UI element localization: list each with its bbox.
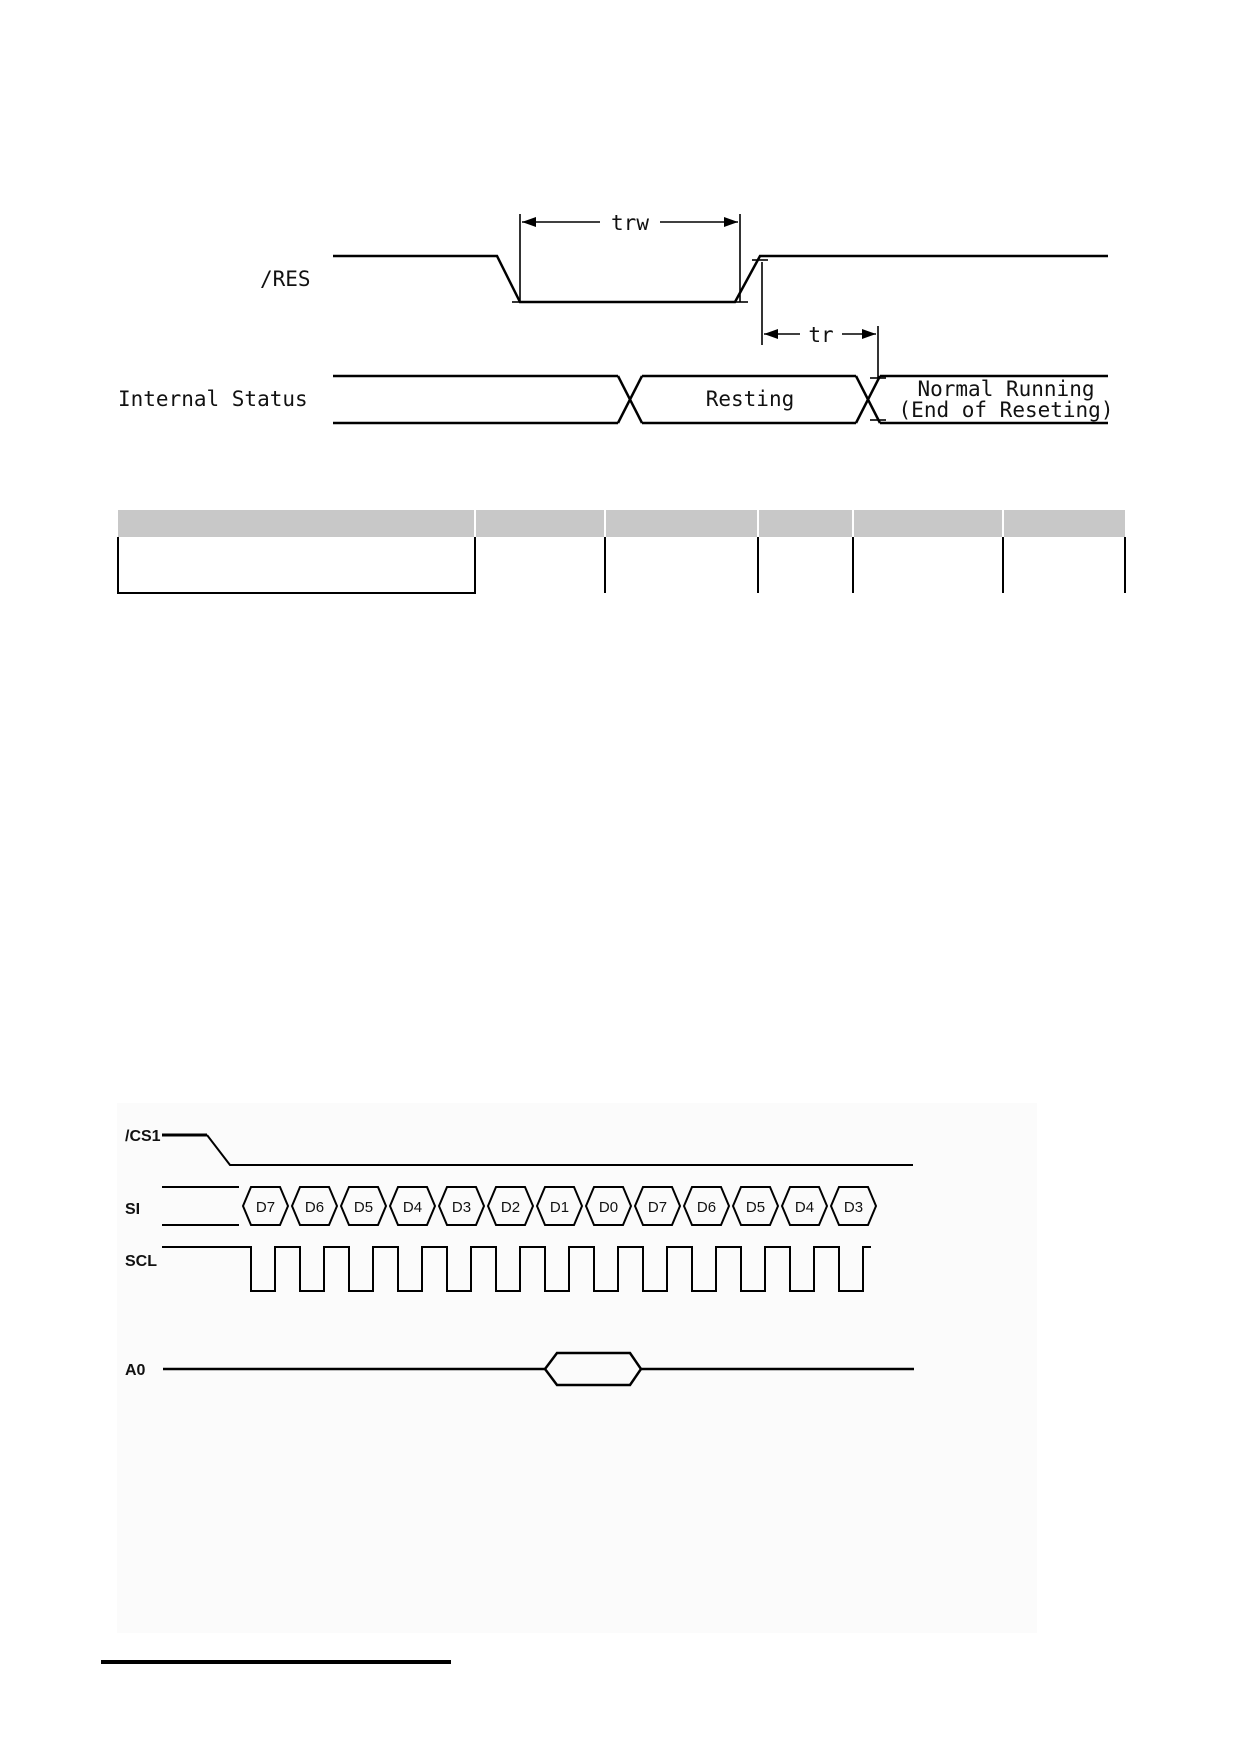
si-bit-label: D7 bbox=[255, 1199, 276, 1216]
table-row bbox=[118, 537, 1125, 593]
si-bit-label: D4 bbox=[794, 1199, 815, 1216]
table-cell bbox=[605, 537, 758, 593]
res-waveform bbox=[333, 256, 1108, 302]
table-cell bbox=[853, 537, 1003, 593]
scl-waveform bbox=[162, 1247, 871, 1291]
table-cell bbox=[1003, 537, 1125, 593]
serial-timing-panel bbox=[117, 1103, 1037, 1633]
si-bit-label: D2 bbox=[500, 1199, 521, 1216]
end-of-reseting-label: (End of Reseting) bbox=[898, 398, 1114, 422]
si-bit-label: D4 bbox=[402, 1199, 423, 1216]
table-header-row bbox=[118, 510, 1125, 537]
serial-timing-diagram bbox=[117, 1103, 1037, 1633]
si-bit-label: D3 bbox=[843, 1199, 864, 1216]
table-header-cell bbox=[853, 510, 1003, 537]
si-bit-label: D1 bbox=[549, 1199, 570, 1216]
scl-signal-label: SCL bbox=[125, 1253, 157, 1270]
reset-timing-diagram bbox=[0, 0, 1240, 460]
si-signal-label: SI bbox=[125, 1201, 141, 1218]
res-signal-label: /RES bbox=[260, 267, 311, 291]
table-cell bbox=[758, 537, 853, 593]
si-bit-label: D3 bbox=[451, 1199, 472, 1216]
si-bit-label: D5 bbox=[353, 1199, 374, 1216]
table-header-cell bbox=[758, 510, 853, 537]
a0-signal-label: A0 bbox=[125, 1362, 146, 1379]
a0-waveform bbox=[163, 1353, 914, 1385]
normal-running-label: Normal Running bbox=[917, 377, 1095, 401]
footnote-rule bbox=[101, 1660, 451, 1664]
cs1-signal-label: /CS1 bbox=[125, 1128, 161, 1145]
status-signal-label: Internal Status bbox=[118, 387, 308, 411]
si-bit-label: D6 bbox=[304, 1199, 325, 1216]
table-header-cell bbox=[605, 510, 758, 537]
si-bit-label: D0 bbox=[598, 1199, 619, 1216]
table-header-cell bbox=[118, 510, 475, 537]
si-bit-label: D7 bbox=[647, 1199, 668, 1216]
trw-label: trw bbox=[611, 211, 649, 235]
table-cell bbox=[475, 537, 605, 593]
resting-state-label: Resting bbox=[705, 387, 795, 411]
reset-parameter-table bbox=[117, 510, 1126, 594]
si-bit-label: D6 bbox=[696, 1199, 717, 1216]
cs1-waveform bbox=[162, 1135, 913, 1165]
si-bit-label: D5 bbox=[745, 1199, 766, 1216]
table-header-cell bbox=[1003, 510, 1125, 537]
tr-label: tr bbox=[808, 323, 834, 347]
table-header-cell bbox=[475, 510, 605, 537]
scl-clock-line bbox=[162, 1247, 871, 1291]
table-cell bbox=[118, 537, 475, 593]
